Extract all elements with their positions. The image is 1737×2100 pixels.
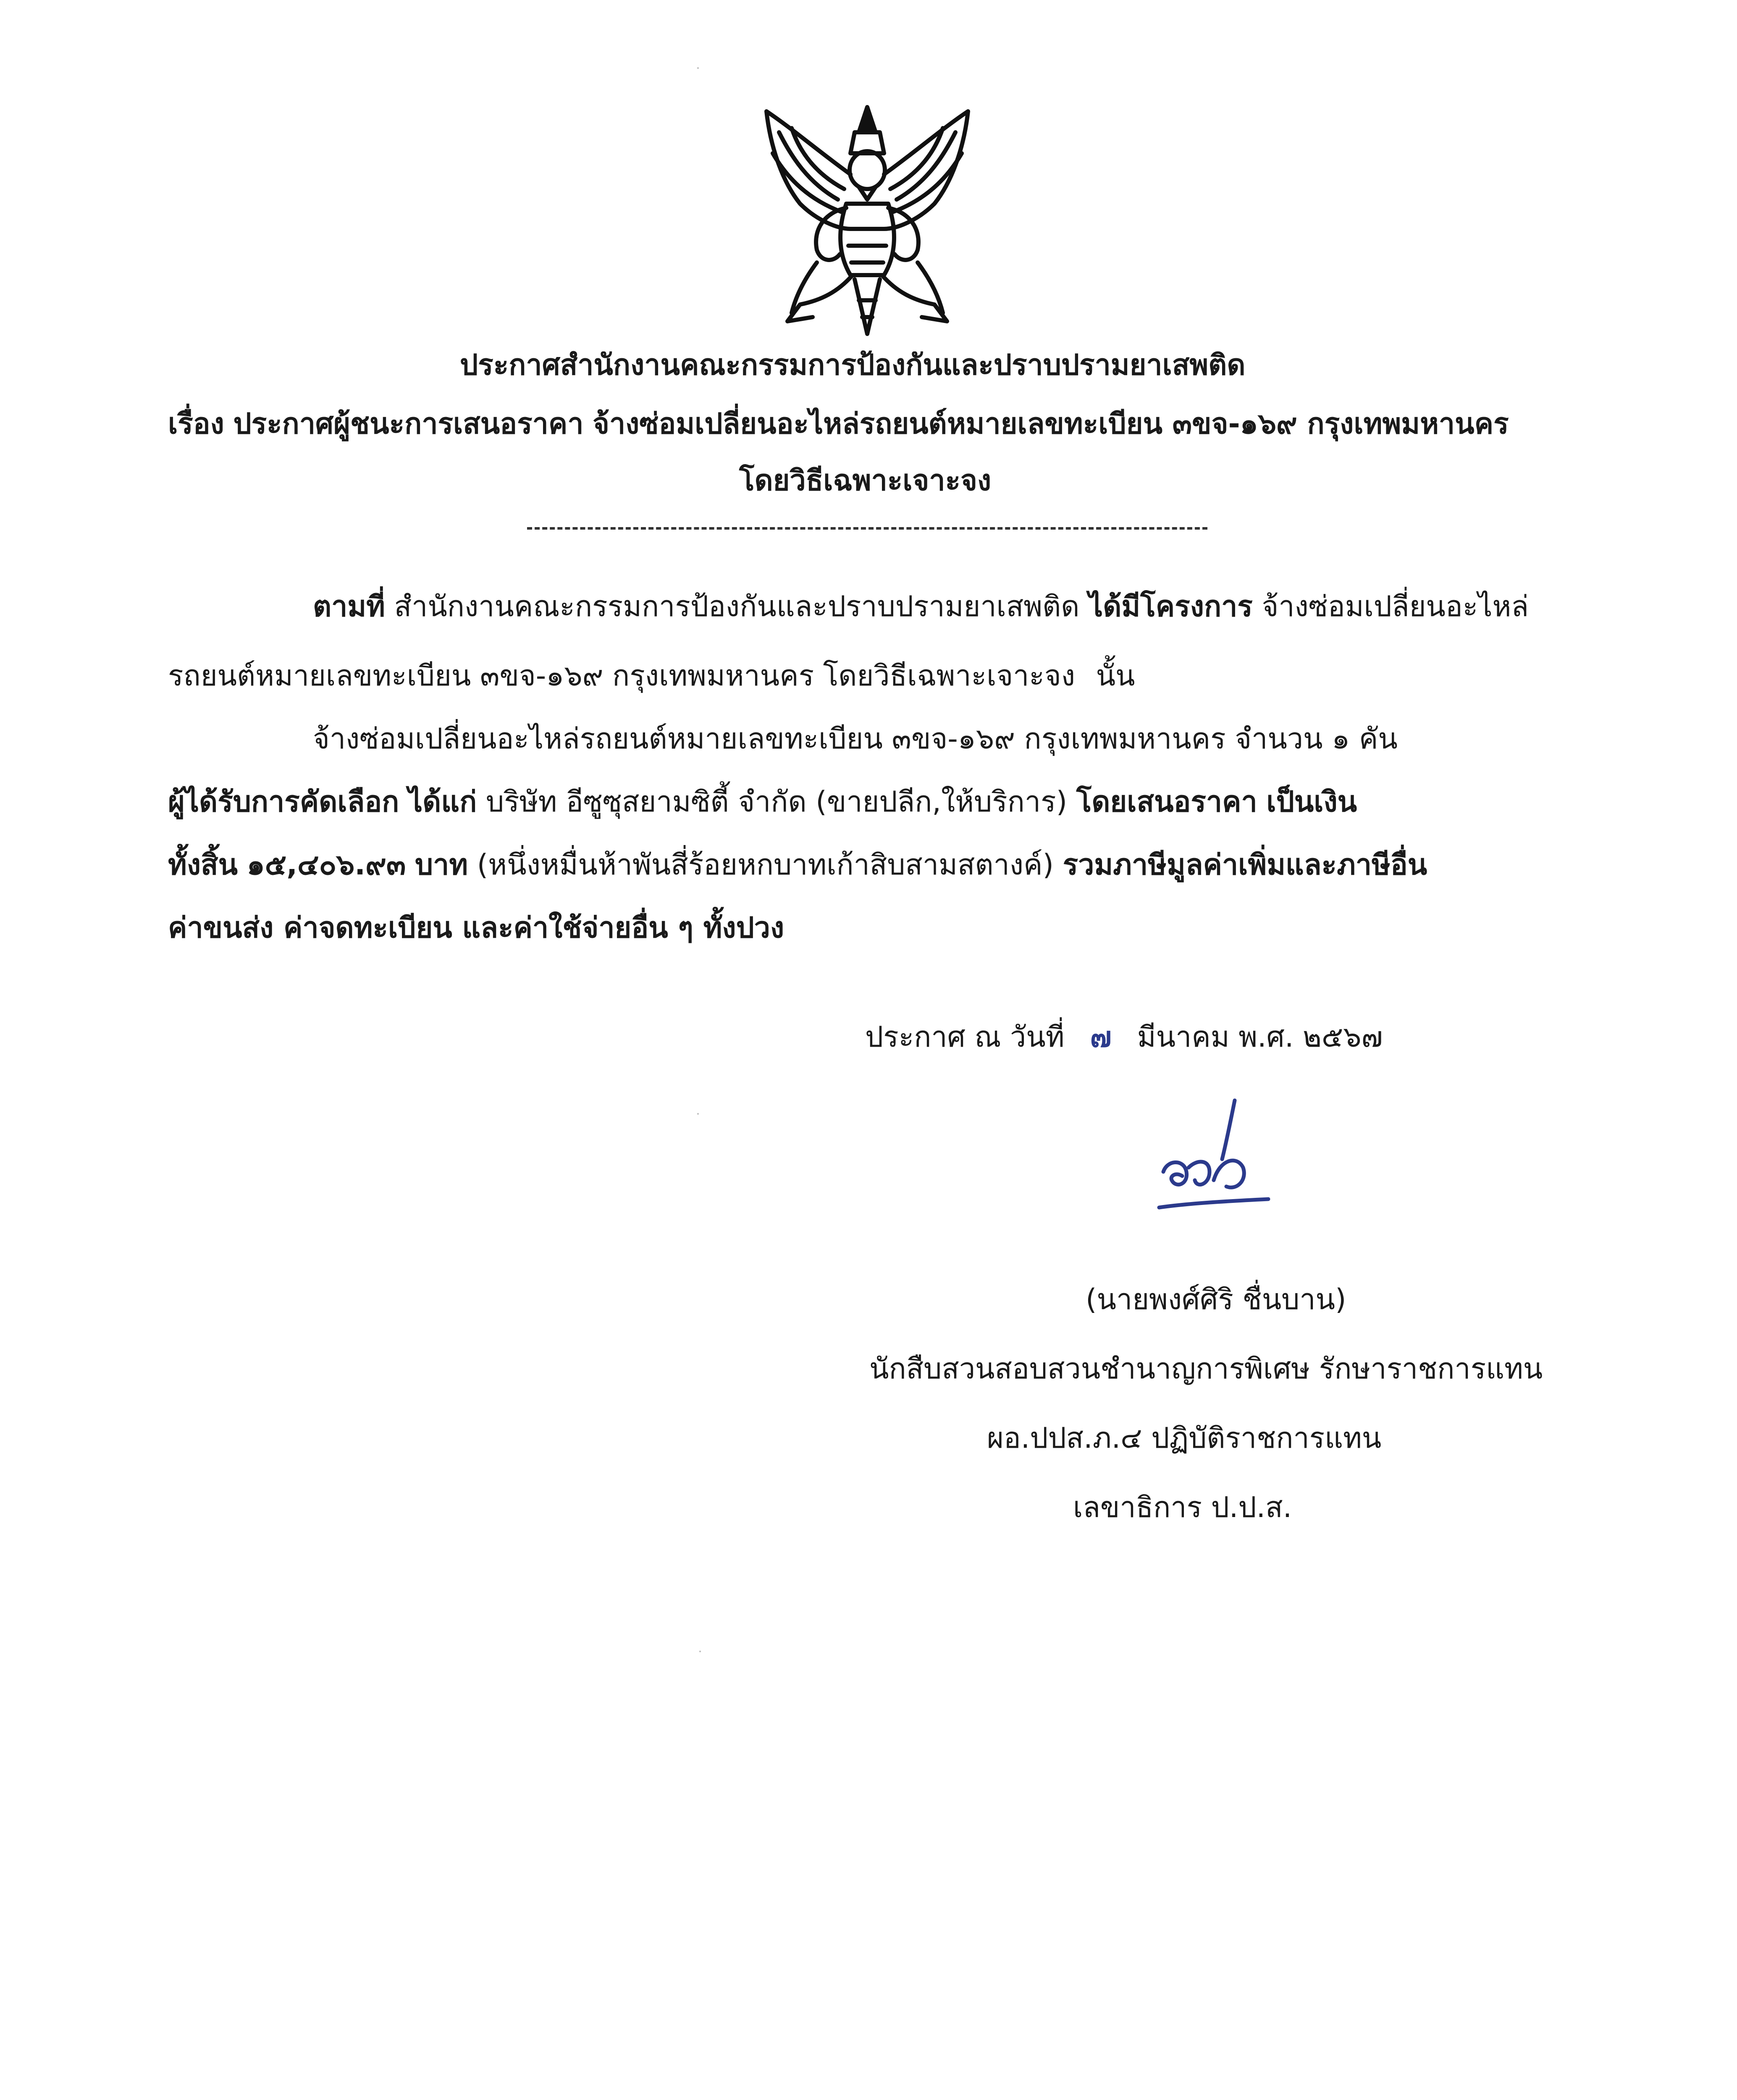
subject-rest: จ้างซ่อมเปลี่ยนอะไหล่รถยนต์หมายเลขทะเบียน ๓ขจ-๑๖๙ กรุงเทพมหานคร bbox=[593, 407, 1509, 441]
p2-baht: บาท bbox=[415, 848, 468, 882]
p1-end: นั้น bbox=[1096, 659, 1135, 693]
paragraph-1-line-2 bbox=[168, 655, 1135, 697]
signatory-position-2: ผอ.ปปส.ภ.๔ ปฏิบัติราชการแทน bbox=[987, 1422, 1382, 1455]
p1-project: จ้างซ่อมเปลี่ยนอะไหล่ bbox=[1262, 590, 1529, 623]
title-divider bbox=[527, 527, 1207, 530]
announce-day: ๗ bbox=[1090, 1021, 1112, 1054]
p1-lead: ตามที่ bbox=[313, 590, 385, 623]
announce-date-line bbox=[865, 1016, 1383, 1058]
paragraph-2-line-4: ค่าขนส่ง ค่าจดทะเบียน และค่าใช้จ่ายอื่น ๆ ทั้งปวง bbox=[168, 911, 785, 945]
document-title: ประกาศสำนักงานคณะกรรมการป้องกันและปราบปรามยาเสพติด bbox=[460, 349, 1246, 382]
paragraph-2-line-2 bbox=[168, 781, 1357, 823]
paragraph-2-line-3 bbox=[168, 844, 1427, 886]
p2-company: บริษัท อีซูซุสยามซิตี้ จำกัด (ขายปลีก,ให้บริการ) bbox=[485, 785, 1068, 819]
p2-amount-label: เป็นเงิน bbox=[1266, 785, 1357, 819]
scan-speck bbox=[697, 1113, 699, 1115]
paragraph-1-line-1 bbox=[313, 586, 1529, 628]
signatory-position-3: เลขาธิการ ป.ป.ส. bbox=[1073, 1491, 1292, 1524]
scan-speck bbox=[697, 67, 699, 69]
announce-label: ประกาศ ณ วันที่ bbox=[865, 1021, 1065, 1054]
garuda-emblem-icon bbox=[754, 103, 981, 342]
p1-org: สำนักงานคณะกรรมการป้องกันและปราบปรามยาเสพติด bbox=[394, 590, 1080, 623]
p2-offer: โดยเสนอราคา bbox=[1076, 785, 1257, 819]
signature-icon bbox=[1147, 1096, 1281, 1231]
scan-speck bbox=[699, 1651, 701, 1652]
signatory-position-1: นักสืบสวนสอบสวนชำนาญการพิเศษ รักษาราชการแทน bbox=[869, 1352, 1543, 1386]
p2-vat: รวมภาษีมูลค่าเพิ่มและภาษีอื่น bbox=[1063, 848, 1427, 882]
p1-line2: รถยนต์หมายเลขทะเบียน ๓ขจ-๑๖๙ กรุงเทพมหานคร โดยวิธีเฉพาะเจาะจง bbox=[168, 659, 1075, 693]
announce-month-year: มีนาคม พ.ศ. ๒๕๖๗ bbox=[1137, 1021, 1383, 1054]
paragraph-2-line-1: จ้างซ่อมเปลี่ยนอะไหล่รถยนต์หมายเลขทะเบียน ๓ขจ-๑๖๙ กรุงเทพมหานคร จำนวน ๑ คัน bbox=[313, 722, 1398, 756]
p2-amount: ๑๕,๔๐๖.๙๓ bbox=[247, 848, 406, 882]
subject-line bbox=[168, 403, 1509, 445]
subject-label: เรื่อง bbox=[168, 407, 224, 441]
p1-has-project: ได้มีโครงการ bbox=[1089, 590, 1253, 623]
p2-total: ทั้งสิ้น bbox=[168, 848, 238, 882]
procurement-method: โดยวิธีเฉพาะเจาะจง bbox=[739, 464, 992, 497]
p2-selected: ผู้ได้รับการคัดเลือก bbox=[168, 785, 399, 819]
signatory-name: (นายพงศ์ศิริ ชื่นบาน) bbox=[1086, 1283, 1346, 1316]
subject-text: ประกาศผู้ชนะการเสนอราคา bbox=[233, 407, 584, 441]
p2-namely: ได้แก่ bbox=[408, 785, 477, 819]
p2-words: (หนึ่งหมื่นห้าพันสี่ร้อยหกบาทเก้าสิบสามสตางค์) bbox=[477, 848, 1054, 882]
